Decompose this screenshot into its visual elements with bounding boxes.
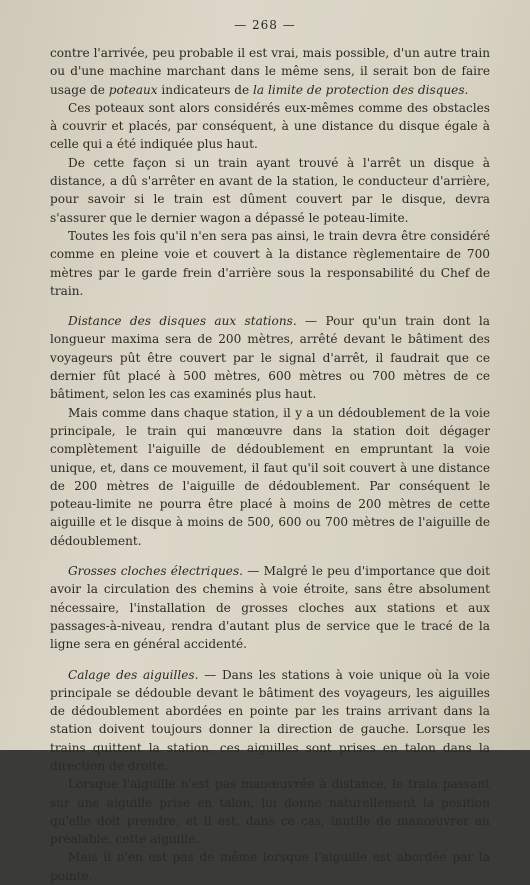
section-text-cloches: — Malgré le peu d'importance que doit avoir la circulation des chemins à voie étroite, sans être absolument nécessaire, l'installation de grosses cloches aux stations et aux passages-à-niveau, rendra d'autant plus de service que le tracé de la ligne sera en général accidenté. bbox=[50, 564, 490, 652]
paragraph-2: Ces poteaux sont alors considérés eux-mêmes comme des obstacles à couvrir et placés, par conséquent, à une distance du disque égale à celle qui a été indiquée plus haut. bbox=[50, 100, 490, 152]
paragraph-4: Toutes les fois qu'il n'en sera pas ainsi, le train devra être considéré comme en pleine voie et couvert à la distance règlementaire de 700 mètres par le garde frein d'arrière sous la responsabilité du Chef de train. bbox=[50, 228, 490, 298]
italic-term-limite: la limite de protection des disques. bbox=[253, 82, 469, 97]
paragraph-1 bbox=[50, 44, 490, 99]
paragraph-6: Lorsque l'aiguille n'est pas manœuvrée à distance, le train passant sur une aiguille prise en talon, lui donne naturellement la position qu'elle doit prendre, et il est, dans ce cas, inutile de manœuvrer au préalable, cette aiguille. bbox=[50, 777, 490, 847]
section-title-distance: Distance des disques aux stations. bbox=[68, 314, 297, 329]
section-text-distance: — Pour qu'un train dont la longueur maxima sera de 200 mètres, arrêté devant le bâtiment des voyageurs pût être couvert par le signal d'arrêt, il faudrait que ce dernier fût placé à 500 mètres, 600 mètres ou 700 mètres de ce bâtiment, selon les cas examinés plus haut. bbox=[50, 314, 490, 402]
section-title-cloches: Grosses cloches électriques. bbox=[68, 564, 244, 579]
paragraph-5: Mais comme dans chaque station, il y a un dédoublement de la voie principale, le train qui manœuvre dans la station doit dégager complètement l'aiguille de dédoublement en empruntant la voie unique, et, dans ce mouvement, il faut qu'il soit couvert à une distance de 200 mètres de l'aiguille de dédoublement. Par conséquent le poteau-limite ne pourra être placé à moins de 200 mètres de cette aiguille et le disque à moins de 500, 600 ou 700 mètres de l'aiguille de dédoublement. bbox=[50, 405, 490, 548]
section-grosses-cloches bbox=[50, 562, 490, 653]
section-title-calage: Calage des aiguilles. bbox=[68, 667, 199, 682]
section-calage-aiguilles bbox=[50, 666, 490, 776]
paragraph-1-text: contre l'arrivée, peu probable il est vrai, mais possible, d'un autre train ou d'une machine marchant dans le même sens, il serait bon de faire usage de bbox=[50, 46, 490, 97]
paragraph-1-mid: indicateurs de bbox=[157, 82, 254, 97]
page-number: — 268 — bbox=[234, 18, 296, 32]
page-body bbox=[50, 44, 490, 885]
paragraph-3: De cette façon si un train ayant trouvé à l'arrêt un disque à distance, a dû s'arrêter en avant de la station, le conducteur d'arrière, pour savoir si le train est dûment couvert par le disque, devra s'assurer que le dernier wagon a dépassé le poteau-limite. bbox=[50, 155, 490, 225]
section-text-calage: — Dans les stations à voie unique où la voie principale se dédouble devant le bâtiment des voyageurs, les aiguilles de dédoublement abordées en pointe par les trains arrivant dans la station doivent toujours donner la direction de gauche. Lorsque les trains quittent la station, ces aiguilles sont prises en talon dans la direction de droite. bbox=[50, 667, 491, 773]
paragraph-7: Mais il n'en est pas de même lorsque l'aiguille est abordée par la pointe. bbox=[50, 850, 490, 883]
section-distance-disques bbox=[50, 312, 490, 403]
italic-term-poteaux: poteaux bbox=[108, 82, 158, 97]
